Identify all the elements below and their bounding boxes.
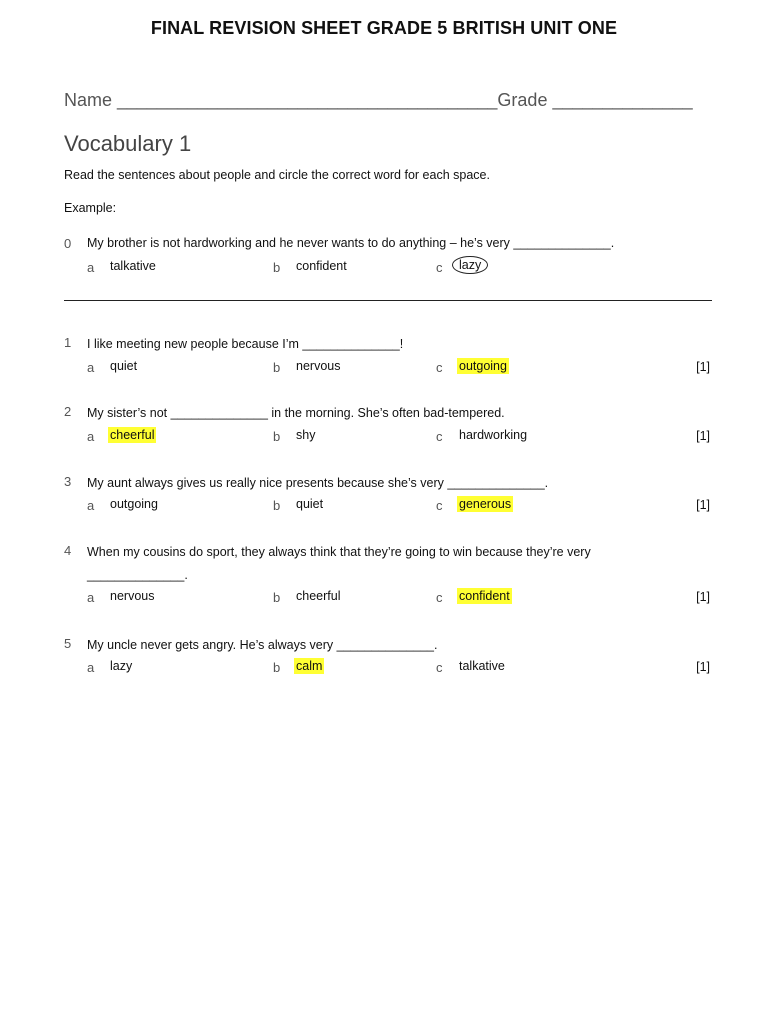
option-word: quiet	[110, 359, 138, 373]
marks: [1]	[696, 660, 710, 674]
question-number: 1	[64, 335, 72, 350]
option-letter: b	[273, 660, 281, 675]
option-letter: c	[436, 590, 443, 605]
option-letter: a	[87, 590, 95, 605]
option-word: nervous	[296, 359, 341, 373]
option-word: nervous	[110, 589, 155, 603]
question-number: 2	[64, 404, 72, 419]
option-word: confident	[296, 259, 347, 273]
option-letter: a	[87, 660, 95, 675]
option-letter: a	[87, 260, 95, 275]
question-text: My brother is not hardworking and he never wants to do anything – he’s very ______________.	[87, 236, 615, 250]
highlighted-answer: cheerful	[110, 428, 155, 442]
marks: [1]	[696, 360, 710, 374]
question-number: 0	[64, 236, 72, 251]
section-title: Vocabulary 1	[64, 131, 192, 156]
option-word: quiet	[296, 497, 324, 511]
highlighted-answer: outgoing	[459, 359, 507, 373]
option-word: cheerful	[296, 589, 341, 603]
highlighted-answer: calm	[296, 659, 323, 673]
option-letter: a	[87, 429, 95, 444]
option-letter: b	[273, 429, 281, 444]
option-word: hardworking	[459, 428, 528, 442]
example-label: Example:	[64, 201, 117, 215]
question-3	[64, 476, 712, 520]
option-letter: b	[273, 590, 281, 605]
option-word: outgoing	[110, 497, 158, 511]
question-text: My aunt always gives us really nice presents because she’s very ______________.	[87, 476, 549, 490]
page-title: FINAL REVISION SHEET GRADE 5 BRITISH UNIT ONE	[150, 18, 618, 38]
option-word: talkative	[459, 659, 505, 673]
question-5	[64, 638, 712, 682]
option-letter: c	[436, 260, 443, 275]
question-number: 4	[64, 543, 72, 558]
option-word: lazy	[110, 659, 133, 673]
question-1	[64, 337, 712, 381]
question-2	[64, 406, 712, 450]
divider	[64, 300, 712, 301]
question-number: 5	[64, 636, 72, 651]
instructions: Read the sentences about people and circle the correct word for each space.	[64, 168, 490, 182]
name-grade-line: Name ______________________________________Grade ______________	[64, 90, 693, 110]
marks: [1]	[696, 429, 710, 443]
marks: [1]	[696, 498, 710, 512]
example-question	[64, 236, 712, 280]
option-letter: c	[436, 429, 443, 444]
option-letter: b	[273, 260, 281, 275]
option-letter: a	[87, 498, 95, 513]
highlighted-answer: generous	[459, 497, 512, 511]
option-word: shy	[296, 428, 316, 442]
option-letter: c	[436, 360, 443, 375]
option-letter: c	[436, 498, 443, 513]
marks: [1]	[696, 590, 710, 604]
option-letter: b	[273, 360, 281, 375]
highlighted-answer: confident	[459, 589, 510, 603]
question-4	[64, 545, 712, 609]
question-text: I like meeting new people because I’m ______________!	[87, 337, 404, 351]
question-text: My uncle never gets angry. He’s always very ______________.	[87, 638, 438, 652]
option-letter: b	[273, 498, 281, 513]
option-word: talkative	[110, 259, 156, 273]
option-letter: c	[436, 660, 443, 675]
question-text: My sister’s not ______________ in the morning. She’s often bad-tempered.	[87, 406, 505, 420]
question-text: When my cousins do sport, they always think that they’re going to win because they’re very ______________.	[87, 545, 591, 582]
circled-answer: lazy	[452, 256, 488, 274]
question-number: 3	[64, 474, 72, 489]
option-letter: a	[87, 360, 95, 375]
